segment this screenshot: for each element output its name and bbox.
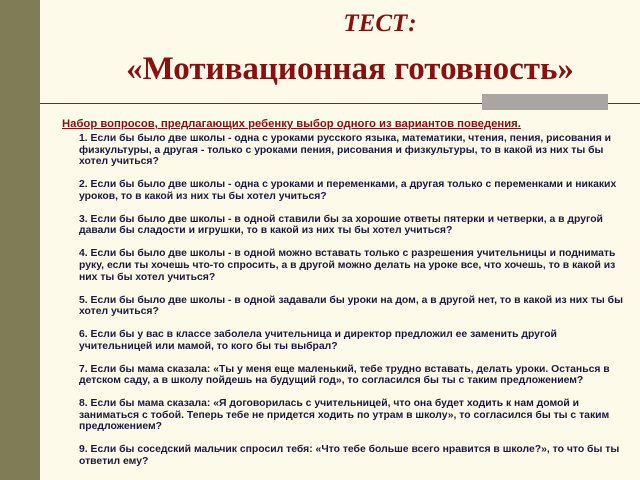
slide-subtitle: Набор вопросов, предлагающих ребенку выбор одного из вариантов поведения.: [62, 118, 521, 130]
question-item: 6. Если бы у вас в классе заболела учительница и директор предложил ее заменить другой учительницей или мамой, то кого бы ты выбрал?: [79, 329, 557, 352]
left-sidebar-bar: [0, 0, 40, 480]
question-item: 7. Если бы мама сказала: «Ты у меня еще маленький, тебе трудно вставать, делать уроки. Останься в детском саду, а в школу пойдешь на будущий год», то согласился бы ты с таким предложением?: [79, 363, 610, 387]
question-item: 2. Если бы было две школы - одна с уроками и переменками, а другая только с переменками и никаких уроков, то в какой из них ты бы хотел учиться?: [79, 179, 617, 202]
question-item: 5. Если бы было две школы - в одной задавали бы уроки на дом, а в другой нет, то в какой из них ты бы хотел учиться?: [79, 294, 623, 318]
question-item: 1. Если бы было две школы - одна с уроками русского языка, математики, чтения, пения, рисования и физкультуры, а другая - только с уроками пения, рисования и физкультуры, то в какой из них ты бы хотел учиться?: [79, 133, 612, 168]
question-item: 3. Если бы было две школы - в одной ставили бы за хорошие ответы пятерки и четверки, а в другой давали бы сладости и игрушки, то в какой из них ты бы хотел учиться?: [79, 213, 603, 237]
question-list: [79, 133, 624, 479]
question-item: 4. Если бы было две школы - в одной можно вставать только с разрешения учительницы и поднимать руку, если ты хочешь что-то спросить, а в другой можно делать на уроке все, что хочешь, то в какой из них ты бы хотел учиться?: [79, 248, 616, 283]
slide-title-test: ТЕСТ:: [343, 10, 417, 37]
slide-title-main: «Мотивационная готовность»: [126, 51, 574, 87]
question-item: 8. Если бы мама сказала: «Я договорилась с учительницей, что она будет ходить к нам домой и заниматься с тобой. Теперь тебе не придется ходить по утрам в школу», то согласился бы ты с таким предложением?: [79, 398, 610, 433]
title-divider-block: [482, 94, 608, 110]
question-item: 9. Если бы соседский мальчик спросил тебя: «Что тебе больше всего нравится в школе?», то что бы ты ответил ему?: [79, 444, 620, 467]
